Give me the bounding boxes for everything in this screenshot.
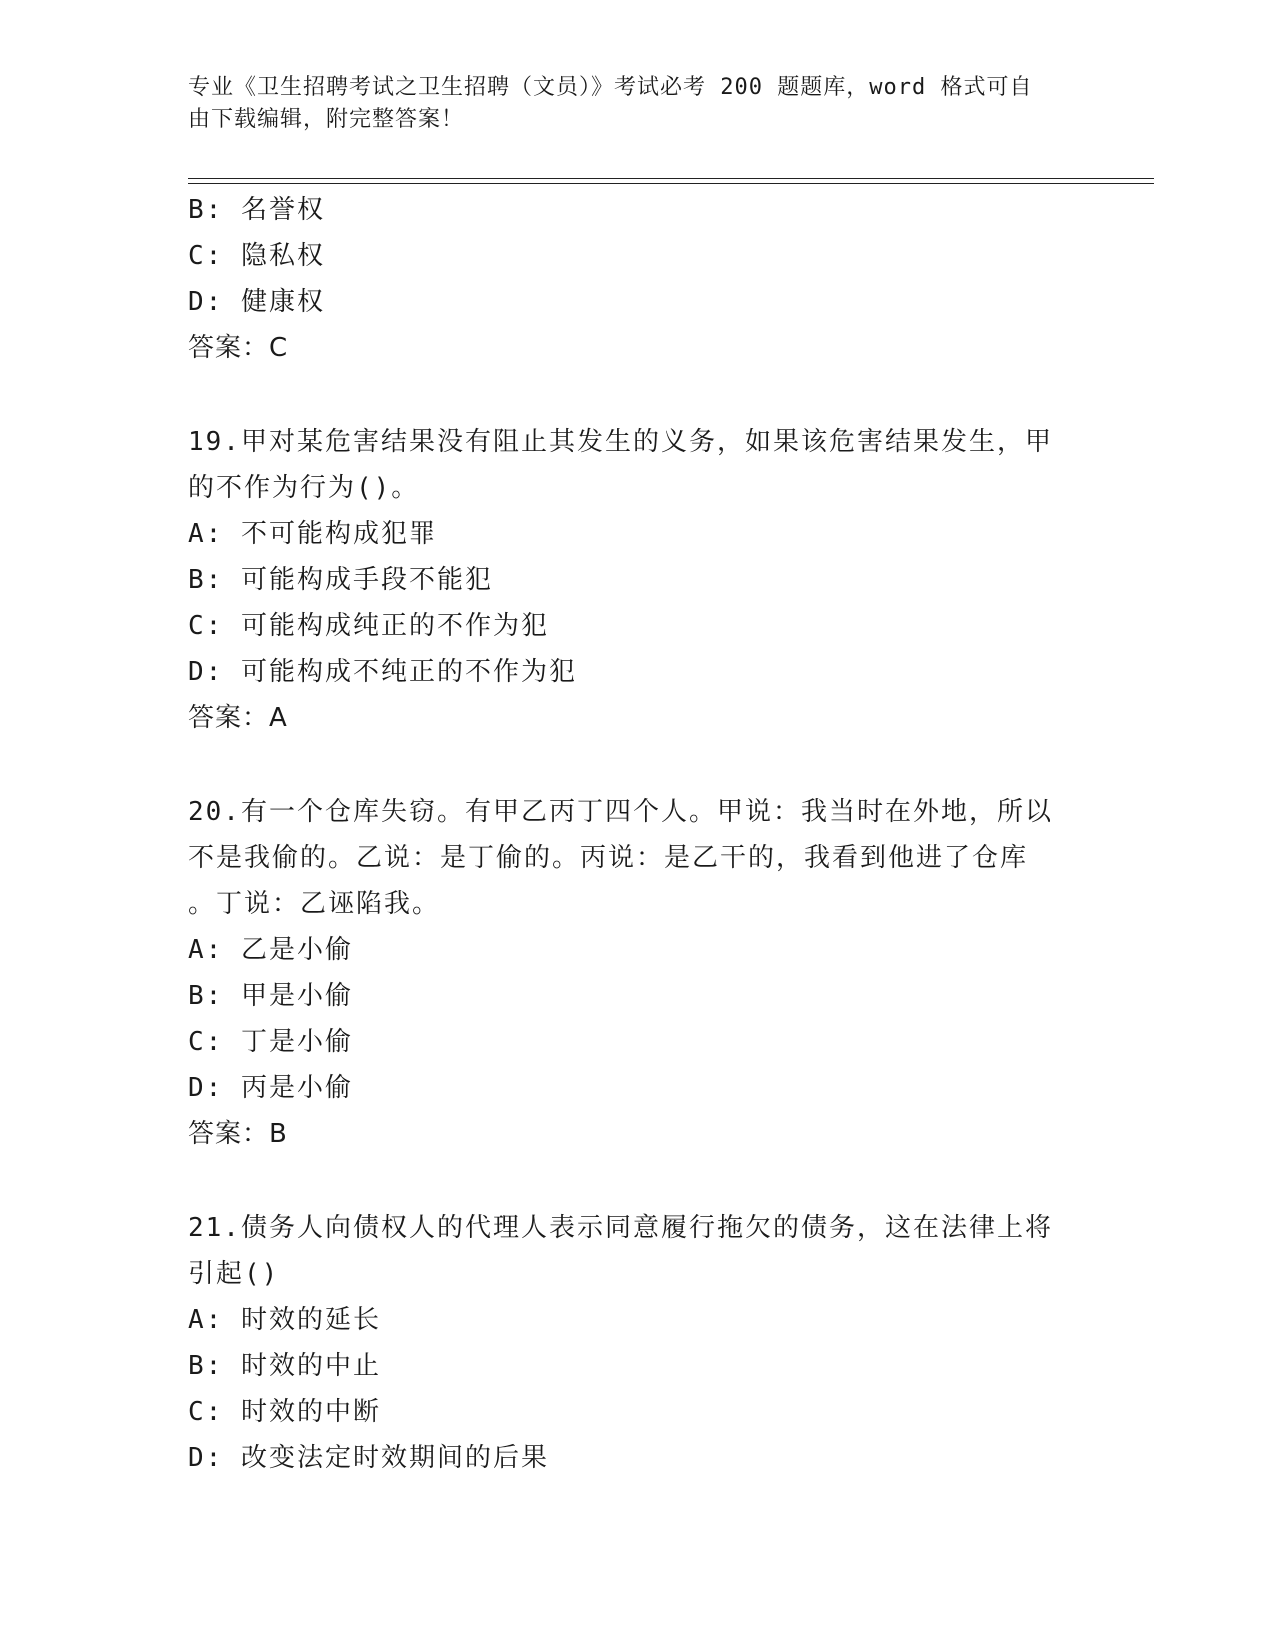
option-b: B: 时效的中止 <box>188 1351 381 1381</box>
header-rule-top <box>188 178 1154 179</box>
answer-line: 答案：B <box>188 1119 288 1149</box>
answer-line: 答案：C <box>188 333 289 363</box>
option-a: A: 乙是小偷 <box>188 935 353 965</box>
question-list <box>188 187 1088 1481</box>
option-a: A: 时效的延长 <box>188 1305 381 1335</box>
option-d: D: 丙是小偷 <box>188 1073 353 1103</box>
question-stem <box>188 1205 1068 1297</box>
question-stem-line: 的不作为行为()。 <box>188 473 420 503</box>
option-c: C: 隐私权 <box>188 241 325 271</box>
option-c: C: 丁是小偷 <box>188 1027 353 1057</box>
question-stem-line: 21.债务人向债权人的代理人表示同意履行拖欠的债务，这在法律上将 <box>188 1213 1053 1243</box>
question-stem-line: 。丁说：乙诬陷我。 <box>188 889 441 919</box>
option-b: B: 甲是小偷 <box>188 981 353 1011</box>
document-header <box>188 72 1068 136</box>
option-d: D: 可能构成不纯正的不作为犯 <box>188 657 577 687</box>
question-stem-line: 引起() <box>188 1259 280 1289</box>
question-19 <box>188 419 1088 741</box>
option-d: D: 改变法定时效期间的后果 <box>188 1443 549 1473</box>
question-stem <box>188 789 1068 927</box>
option-c: C: 可能构成纯正的不作为犯 <box>188 611 549 641</box>
question-stem-line: 不是我偷的。乙说：是丁偷的。丙说：是乙干的，我看到他进了仓库 <box>188 843 1029 873</box>
option-c: C: 时效的中断 <box>188 1397 381 1427</box>
option-b: B: 可能构成手段不能犯 <box>188 565 493 595</box>
header-line-2: 由下载编辑，附完整答案！ <box>188 107 465 132</box>
header-line-1: 专业《卫生招聘考试之卫生招聘（文员）》考试必考 200 题题库，word 格式可自 <box>188 75 1033 100</box>
option-d: D: 健康权 <box>188 287 325 317</box>
question-18-tail <box>188 187 1088 371</box>
option-a: A: 不可能构成犯罪 <box>188 519 437 549</box>
option-b: B: 名誉权 <box>188 195 325 225</box>
question-stem <box>188 419 1068 511</box>
answer-line: 答案：A <box>188 703 288 733</box>
question-stem-line: 20.有一个仓库失窃。有甲乙丙丁四个人。甲说：我当时在外地，所以 <box>188 797 1053 827</box>
question-stem-line: 19.甲对某危害结果没有阻止其发生的义务，如果该危害结果发生，甲 <box>188 427 1053 457</box>
question-21 <box>188 1205 1088 1481</box>
header-rule-bottom <box>188 183 1154 184</box>
question-20 <box>188 789 1088 1157</box>
